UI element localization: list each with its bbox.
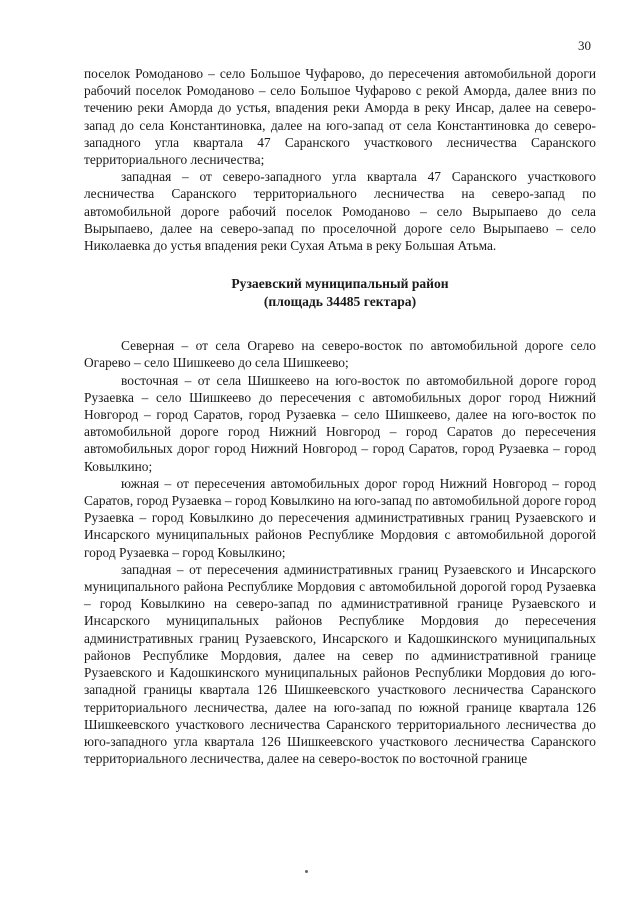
page-number: 30 <box>578 38 591 53</box>
section-area: (площадь 34485 гектара) <box>263 294 417 310</box>
paragraph-eastern-boundary: восточная – от села Шишкеево на юго-восток по автомобильной дороге город Рузаевка – село Шишкеево до пересечения с автомобильных дорог город Нижний Новгород – город Саратов, город Рузаевка – село Шишкеево, далее на юго-восток по автомобильной дороге город Нижний Новгород – город Саратов до пересечения автомобильных дорог город Нижний Новгород – город Саратов, город Рузаевка – город Ковылкино; <box>84 372 596 474</box>
paragraph-romodanovo-continuation: поселок Ромоданово – село Большое Чуфарово, до пересечения автомобильной дороги рабочий поселок Ромоданово – село Большое Чуфарово с рекой Аморда, далее вниз по течению реки Аморда до устья, впадения реки Аморда в реку Инсар, далее на северо-запад до села Константиновка, далее на юго-запад от села Константиновка до северо-западного угла квартала 47 Саранского участкового лесничества Саранского территориального лесничества; <box>84 66 596 168</box>
scan-mark <box>305 870 308 873</box>
paragraph-western-boundary: западная – от северо-западного угла квартала 47 Саранского участкового лесничества Саранского территориального лесничества на северо-запад по автомобильной дороге рабочий поселок Ромоданово – село Вырыпаево до села Вырыпаево, далее на северо-запад по проселочной дороге село Вырыпаево – село Николаевка до устья впадения реки Сухая Атьма в реку Большая Атьма. <box>84 169 596 254</box>
paragraph-northern-boundary: Северная – от села Огарево на северо-восток по автомобильной дороге село Огарево – село Шишкеево до села Шишкеево; <box>84 338 596 371</box>
paragraph-southern-boundary: южная – от пересечения автомобильных дорог город Нижний Новгород – город Саратов, город Рузаевка – город Ковылкино на юго-запад по автомобильной дороге город Рузаевка – город Ковылкино до пересечения административных границ Рузаевского и Инсарского муниципальных районов Республике Мордовия с автомобильной дорогой город Рузаевка – город Ковылкино; <box>84 475 596 560</box>
paragraph-western-boundary-2: западная – от пересечения административных границ Рузаевского и Инсарского муниципального района Республике Мордовия с автомобильной дорогой город Рузаевка – город Ковылкино на северо-запад по административной границе Рузаевского и Инсарского муниципальных районов Республике Мордовия до пересечения административных границ Рузаевского, Инсарского и Кадошкинского муниципальных районов Республике Мордовия, далее на север по административной границе Рузаевского и Кадошкинского муниципальных районов Республики Мордовия до юго-западной границы квартала 126 Шишкеевского участкового лесничества Саранского территориального лесничества, далее на юго-запад по южной границе квартала 126 Шишкеевского участкового лесничества Саранского территориального лесничества до юго-западного угла квартала 126 Шишкеевского участкового лесничества Саранского территориального лесничества, далее на северо-восток по восточной границе <box>84 561 596 767</box>
section-heading <box>84 275 596 311</box>
document-body <box>84 65 596 767</box>
section-title: Рузаевский муниципальный район <box>231 276 449 292</box>
